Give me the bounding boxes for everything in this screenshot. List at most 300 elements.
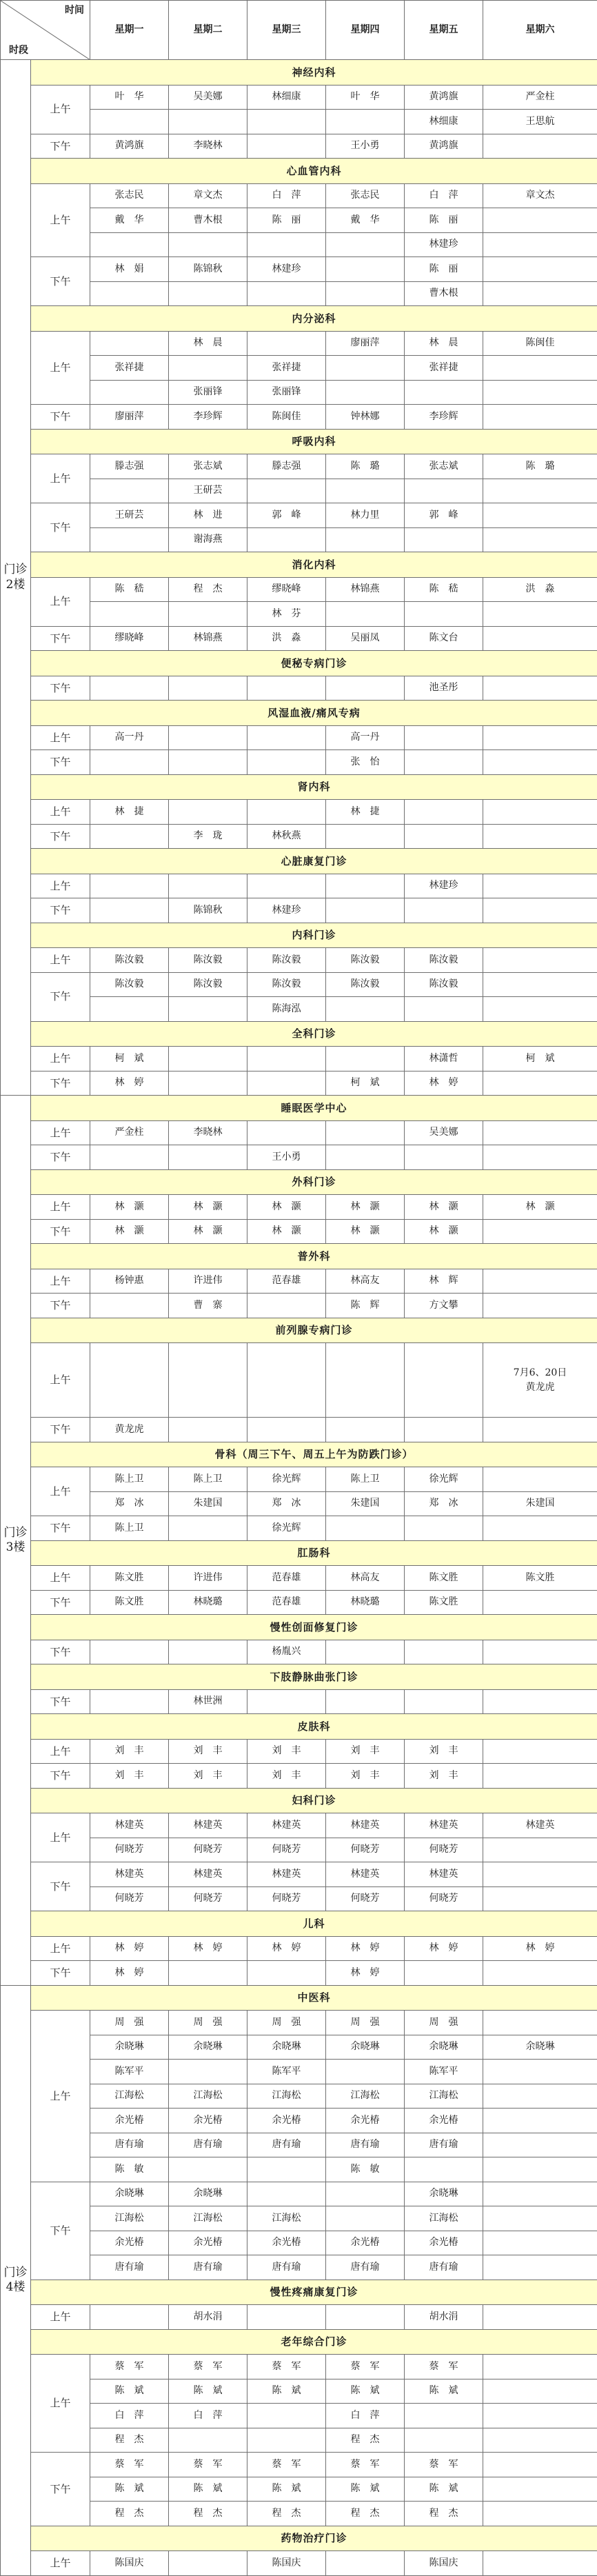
doctor-cell: [483, 874, 597, 898]
doctor-cell: 李晓林: [169, 134, 247, 159]
doctor-cell: 蔡 军: [247, 2453, 326, 2477]
doctor-cell: 钟林娜: [326, 405, 405, 430]
doctor-cell: [247, 281, 326, 306]
doctor-cell: 林建英: [90, 1813, 169, 1838]
doctor-cell: [483, 380, 597, 405]
doctor-cell: 黄鸿旗: [90, 134, 169, 159]
schedule-row: [1, 1219, 597, 1244]
doctor-cell: 余光椿: [169, 2231, 247, 2255]
schedule-row: [1, 2404, 597, 2428]
period-am: 上午: [31, 2355, 90, 2453]
doctor-cell: 杨胤兴: [247, 1640, 326, 1664]
doctor-cell: [326, 1343, 405, 1418]
period-pm: 下午: [31, 1294, 90, 1318]
doctor-cell: 林 灏: [483, 1195, 597, 1220]
section-header-row: [1, 1540, 597, 1566]
section-header-row: [1, 159, 597, 184]
doctor-cell: 何晓芳: [169, 1838, 247, 1862]
doctor-cell: [326, 1516, 405, 1541]
doctor-cell: 林建英: [247, 1813, 326, 1838]
schedule-row: [1, 577, 597, 602]
doctor-cell: [169, 676, 247, 701]
doctor-cell: 林 灏: [90, 1195, 169, 1220]
doctor-cell: [483, 1640, 597, 1664]
schedule-row: [1, 110, 597, 134]
doctor-cell: 唐有瑜: [90, 2133, 169, 2157]
doctor-cell: 陈海泓: [247, 997, 326, 1022]
doctor-cell: 郑 冰: [90, 1491, 169, 1516]
doctor-cell: 胡水涓: [169, 2305, 247, 2330]
doctor-cell: 王研芸: [169, 479, 247, 503]
doctor-cell: [483, 2182, 597, 2206]
doctor-cell: [483, 2133, 597, 2157]
doctor-cell: 余光椿: [326, 2231, 405, 2255]
schedule-row: [1, 2060, 597, 2084]
doctor-cell: 陈 丽: [405, 257, 483, 282]
schedule-row: [1, 2551, 597, 2576]
doctor-cell: [483, 725, 597, 750]
doctor-cell: 朱建国: [483, 1491, 597, 1516]
section-title: 慢性疼痛康复门诊: [31, 2280, 597, 2305]
doctor-cell: [169, 2428, 247, 2453]
doctor-cell: 缪晓峰: [247, 577, 326, 602]
doctor-cell: 林 婷: [405, 1071, 483, 1096]
period-pm: 下午: [31, 1764, 90, 1789]
doctor-cell: 张祥捷: [405, 356, 483, 381]
doctor-cell: [247, 2428, 326, 2453]
doctor-cell: [326, 356, 405, 381]
doctor-cell: 滕志强: [247, 454, 326, 479]
doctor-cell: [405, 2157, 483, 2182]
schedule-row: [1, 2305, 597, 2330]
doctor-cell: 廖丽萍: [90, 405, 169, 430]
period-pm: 下午: [31, 503, 90, 552]
section-header-row: [1, 1096, 597, 1121]
doctor-cell: 刘 丰: [405, 1764, 483, 1789]
schedule-row: [1, 1491, 597, 1516]
doctor-cell: 曹木根: [169, 208, 247, 233]
doctor-cell: 林建英: [169, 1862, 247, 1887]
schedule-row: [1, 1071, 597, 1096]
section-header-row: [1, 60, 597, 85]
time-label: 时间: [65, 5, 84, 16]
doctor-cell: 江海松: [405, 2084, 483, 2109]
doctor-cell: [247, 1071, 326, 1096]
period-am: 上午: [31, 725, 90, 750]
doctor-cell: 陈汝毅: [169, 948, 247, 973]
doctor-cell: 余光椿: [169, 2109, 247, 2133]
doctor-cell: 陈汝毅: [247, 948, 326, 973]
schedule-row: [1, 2109, 597, 2133]
doctor-cell: 蔡 军: [326, 2355, 405, 2379]
doctor-cell: 郑 冰: [247, 1491, 326, 1516]
schedule-row: [1, 454, 597, 479]
doctor-cell: [483, 2379, 597, 2404]
period-am: 上午: [31, 1047, 90, 1071]
doctor-cell: 张丽锋: [247, 380, 326, 405]
period-am: 上午: [31, 577, 90, 626]
doctor-cell: 蔡 军: [405, 2355, 483, 2379]
period-pm: 下午: [31, 1219, 90, 1244]
doctor-cell: 曹 寨: [169, 1294, 247, 1318]
section-header-row: [1, 1714, 597, 1740]
section-header-row: [1, 701, 597, 726]
section-header-row: [1, 1169, 597, 1195]
doctor-cell: 陈 丽: [405, 208, 483, 233]
doctor-cell: [247, 750, 326, 775]
schedule-row: [1, 1343, 597, 1418]
doctor-cell: 陈闽佳: [247, 405, 326, 430]
period-pm: 下午: [31, 134, 90, 159]
doctor-cell: 程 杰: [169, 577, 247, 602]
doctor-cell: 刘 丰: [90, 1764, 169, 1789]
doctor-cell: [483, 281, 597, 306]
doctor-cell: 陈 斌: [169, 2379, 247, 2404]
doctor-cell: 陈汝毅: [90, 948, 169, 973]
doctor-cell: [405, 380, 483, 405]
doctor-cell: [405, 527, 483, 552]
doctor-cell: 林建英: [483, 1813, 597, 1838]
period-am: 上午: [31, 1739, 90, 1764]
period-pm: 下午: [31, 2182, 90, 2280]
doctor-cell: 陈锦秋: [169, 257, 247, 282]
header-row: [1, 1, 597, 60]
doctor-cell: 李 珑: [169, 824, 247, 849]
schedule-row: [1, 2133, 597, 2157]
doctor-cell: 林高友: [326, 1269, 405, 1294]
doctor-cell: 陈国庆: [247, 2551, 326, 2576]
period-pm: 下午: [31, 1862, 90, 1911]
doctor-cell: [405, 898, 483, 923]
period-label: 时段: [9, 44, 28, 56]
doctor-cell: [483, 2084, 597, 2109]
doctor-cell: 陈 斌: [405, 2477, 483, 2502]
schedule-row: [1, 1813, 597, 1838]
doctor-cell: 范春雄: [247, 1566, 326, 1591]
schedule-row: [1, 331, 597, 356]
doctor-cell: 林 捷: [90, 800, 169, 825]
section-header-row: [1, 1911, 597, 1937]
doctor-cell: [326, 2182, 405, 2206]
doctor-cell: 林建珍: [247, 257, 326, 282]
period-pm: 下午: [31, 1961, 90, 1986]
doctor-cell: 许进伟: [169, 1566, 247, 1591]
schedule-row: [1, 85, 597, 110]
schedule-row: [1, 208, 597, 233]
section-title: 药物治疗门诊: [31, 2526, 597, 2551]
schedule-row: [1, 232, 597, 257]
schedule-row: [1, 356, 597, 381]
doctor-cell: 白 萍: [326, 2404, 405, 2428]
doctor-cell: 周 强: [169, 2011, 247, 2035]
doctor-cell: [483, 1516, 597, 1541]
doctor-cell: 陈 丽: [247, 208, 326, 233]
doctor-cell: 柯 斌: [483, 1047, 597, 1071]
doctor-cell: 谢海燕: [169, 527, 247, 552]
period-am: 上午: [31, 1467, 90, 1516]
section-header-row: [1, 774, 597, 800]
section-title: 中医科: [31, 1985, 597, 2011]
doctor-cell: 唐有瑜: [90, 2255, 169, 2280]
schedule-row: [1, 1838, 597, 1862]
doctor-cell: 刘 丰: [169, 1764, 247, 1789]
period-pm: 下午: [31, 898, 90, 923]
doctor-cell: 林 芬: [247, 602, 326, 627]
doctor-cell: 程 杰: [326, 2428, 405, 2453]
doctor-cell: 陈文胜: [90, 1590, 169, 1615]
doctor-cell: 林 婷: [90, 1961, 169, 1986]
doctor-cell: [483, 2206, 597, 2231]
doctor-cell: [326, 1120, 405, 1145]
doctor-cell: 缪晓峰: [90, 626, 169, 651]
doctor-cell: 陈上卫: [90, 1467, 169, 1492]
doctor-cell: 林 灏: [405, 1219, 483, 1244]
period-pm: 下午: [31, 1689, 90, 1714]
doctor-cell: [169, 874, 247, 898]
doctor-cell: 张 怡: [326, 750, 405, 775]
schedule-row: [1, 1120, 597, 1145]
period-am: 上午: [31, 331, 90, 405]
doctor-cell: 林建英: [169, 1813, 247, 1838]
section-header-row: [1, 429, 597, 454]
doctor-cell: 陈文胜: [90, 1566, 169, 1591]
doctor-cell: 唐有瑜: [169, 2133, 247, 2157]
doctor-cell: [326, 824, 405, 849]
day-header-wed: 星期三: [247, 1, 326, 60]
period-am: 上午: [31, 2551, 90, 2576]
schedule-row: [1, 2477, 597, 2502]
doctor-cell: 唐有瑜: [405, 2133, 483, 2157]
doctor-cell: 江海松: [90, 2084, 169, 2109]
section-title: 前列腺专病门诊: [31, 1318, 597, 1343]
doctor-cell: [247, 2182, 326, 2206]
schedule-row: [1, 1689, 597, 1714]
period-am: 上午: [31, 183, 90, 257]
doctor-cell: 陈 斌: [247, 2477, 326, 2502]
period-am: 上午: [31, 1813, 90, 1862]
doctor-cell: 李晓林: [169, 1120, 247, 1145]
schedule-row: [1, 2084, 597, 2109]
period-pm: 下午: [31, 1516, 90, 1541]
doctor-cell: [483, 2305, 597, 2330]
doctor-cell: 何晓芳: [405, 1886, 483, 1911]
doctor-cell: [405, 1516, 483, 1541]
doctor-cell: [483, 1120, 597, 1145]
doctor-cell: 江海松: [169, 2206, 247, 2231]
doctor-cell: [483, 1145, 597, 1170]
section-header-row: [1, 1788, 597, 1813]
doctor-cell: [247, 232, 326, 257]
doctor-cell: [247, 725, 326, 750]
doctor-cell: 白 萍: [405, 183, 483, 208]
period-am: 上午: [31, 2011, 90, 2182]
doctor-cell: 林 灏: [247, 1219, 326, 1244]
doctor-cell: [405, 750, 483, 775]
doctor-cell: 陈国庆: [90, 2551, 169, 2576]
doctor-cell: [483, 503, 597, 528]
schedule-row: [1, 1047, 597, 1071]
doctor-cell: [247, 1689, 326, 1714]
section-title: 老年综合门诊: [31, 2329, 597, 2355]
doctor-cell: [483, 1764, 597, 1789]
doctor-cell: [483, 2011, 597, 2035]
doctor-cell: 林潇哲: [405, 1047, 483, 1071]
doctor-cell: 林建珍: [405, 232, 483, 257]
doctor-cell: [483, 2551, 597, 2576]
doctor-cell: 何晓芳: [90, 1838, 169, 1862]
doctor-cell: [483, 2109, 597, 2133]
doctor-cell: [326, 1145, 405, 1170]
doctor-cell: [483, 800, 597, 825]
schedule-row: [1, 2453, 597, 2477]
doctor-cell: 余晓琳: [169, 2182, 247, 2206]
day-header-sat: 星期六: [483, 1, 597, 60]
doctor-cell: [326, 676, 405, 701]
doctor-cell: 周 强: [326, 2011, 405, 2035]
doctor-cell: 白 萍: [247, 183, 326, 208]
doctor-cell: 林 灏: [247, 1195, 326, 1220]
doctor-cell: [90, 479, 169, 503]
doctor-cell: 余光椿: [326, 2109, 405, 2133]
doctor-cell: [483, 2255, 597, 2280]
doctor-cell: 唐有瑜: [169, 2255, 247, 2280]
doctor-cell: [483, 1467, 597, 1492]
doctor-cell: 陈汝毅: [326, 972, 405, 997]
doctor-cell: 郑 冰: [405, 1491, 483, 1516]
doctor-cell: [326, 898, 405, 923]
doctor-cell: [405, 824, 483, 849]
period-am: 上午: [31, 1936, 90, 1961]
doctor-cell: [247, 1120, 326, 1145]
period-pm: 下午: [31, 972, 90, 1021]
doctor-cell: 林高友: [326, 1566, 405, 1591]
doctor-cell: [90, 997, 169, 1022]
doctor-cell: 章文杰: [169, 183, 247, 208]
doctor-cell: 周 强: [405, 2011, 483, 2035]
doctor-cell: 林建英: [405, 1862, 483, 1887]
doctor-cell: [326, 380, 405, 405]
doctor-cell: 林 晨: [405, 331, 483, 356]
doctor-cell: 陈文胜: [483, 1566, 597, 1591]
doctor-cell: 柯 斌: [326, 1071, 405, 1096]
period-am: 上午: [31, 85, 90, 134]
schedule-row: [1, 2428, 597, 2453]
doctor-cell: 陈军平: [247, 2060, 326, 2084]
doctor-cell: [483, 1739, 597, 1764]
period-am: 上午: [31, 800, 90, 825]
doctor-cell: 徐光辉: [247, 1516, 326, 1541]
section-title: 便秘专病门诊: [31, 651, 597, 676]
doctor-cell: [90, 824, 169, 849]
doctor-cell: 张丽锋: [169, 380, 247, 405]
doctor-cell: [90, 2305, 169, 2330]
doctor-cell: [483, 2502, 597, 2526]
section-title: 全科门诊: [31, 1021, 597, 1047]
schedule-row: [1, 1739, 597, 1764]
doctor-cell: 余光椿: [405, 2109, 483, 2133]
doctor-cell: [483, 1219, 597, 1244]
doctor-cell: 许进伟: [169, 1269, 247, 1294]
doctor-cell: 吴美娜: [405, 1120, 483, 1145]
doctor-cell: [483, 2404, 597, 2428]
doctor-cell: [326, 281, 405, 306]
schedule-row: [1, 948, 597, 973]
doctor-cell: [90, 380, 169, 405]
doctor-cell: 王小勇: [326, 134, 405, 159]
doctor-cell: 刘 丰: [90, 1739, 169, 1764]
doctor-cell: 余晓琳: [326, 2035, 405, 2060]
doctor-cell: 林 灏: [169, 1219, 247, 1244]
doctor-cell: [483, 2355, 597, 2379]
doctor-cell: 程 杰: [247, 2502, 326, 2526]
doctor-cell: [169, 356, 247, 381]
doctor-cell: [483, 257, 597, 282]
doctor-cell: 程 杰: [90, 2428, 169, 2453]
doctor-cell: [247, 331, 326, 356]
doctor-cell: 李珍辉: [169, 405, 247, 430]
doctor-cell: 林晓璐: [169, 1590, 247, 1615]
doctor-cell: 王思航: [483, 110, 597, 134]
doctor-cell: 林锦燕: [326, 577, 405, 602]
schedule-row: [1, 898, 597, 923]
doctor-cell: [483, 676, 597, 701]
section-title: 消化内科: [31, 552, 597, 578]
doctor-cell: 陈 嵇: [405, 577, 483, 602]
section-title: 肛肠科: [31, 1540, 597, 1566]
schedule-row: [1, 972, 597, 997]
schedule-row: [1, 1961, 597, 1986]
doctor-cell: 余晓琳: [169, 2035, 247, 2060]
doctor-cell: 陈 斌: [169, 2477, 247, 2502]
schedule-row: [1, 1269, 597, 1294]
doctor-cell: 陈 斌: [90, 2379, 169, 2404]
doctor-cell: [405, 2404, 483, 2428]
doctor-cell: 徐光辉: [405, 1467, 483, 1492]
doctor-cell: [169, 2060, 247, 2084]
doctor-cell: 林力里: [326, 503, 405, 528]
doctor-cell: [247, 1047, 326, 1071]
doctor-cell: [90, 331, 169, 356]
doctor-cell: [169, 602, 247, 627]
doctor-cell: [405, 2428, 483, 2453]
day-header-thu: 星期四: [326, 1, 405, 60]
period-pm: 下午: [31, 1640, 90, 1664]
doctor-cell: [90, 1145, 169, 1170]
doctor-cell: [405, 725, 483, 750]
doctor-cell: 白 萍: [90, 2404, 169, 2428]
doctor-cell: [169, 1640, 247, 1664]
doctor-cell: 何晓芳: [90, 1886, 169, 1911]
doctor-cell: [90, 1343, 169, 1418]
doctor-cell: 何晓芳: [247, 1886, 326, 1911]
section-title: 外科门诊: [31, 1169, 597, 1195]
doctor-cell: [247, 134, 326, 159]
period-pm: 下午: [31, 824, 90, 849]
schedule-body: [1, 1, 597, 2576]
doctor-cell: [405, 1145, 483, 1170]
doctor-cell: 林 婷: [247, 1936, 326, 1961]
doctor-cell: [169, 1516, 247, 1541]
section-title: 呼吸内科: [31, 429, 597, 454]
doctor-cell: 刘 丰: [247, 1739, 326, 1764]
doctor-cell: 黄鸿旗: [405, 85, 483, 110]
doctor-cell: [483, 356, 597, 381]
doctor-cell: 陈闽佳: [483, 331, 597, 356]
doctor-cell: 唐有瑜: [326, 2133, 405, 2157]
doctor-cell: 张志民: [90, 183, 169, 208]
doctor-cell: [326, 1418, 405, 1442]
doctor-cell: 戴 华: [90, 208, 169, 233]
